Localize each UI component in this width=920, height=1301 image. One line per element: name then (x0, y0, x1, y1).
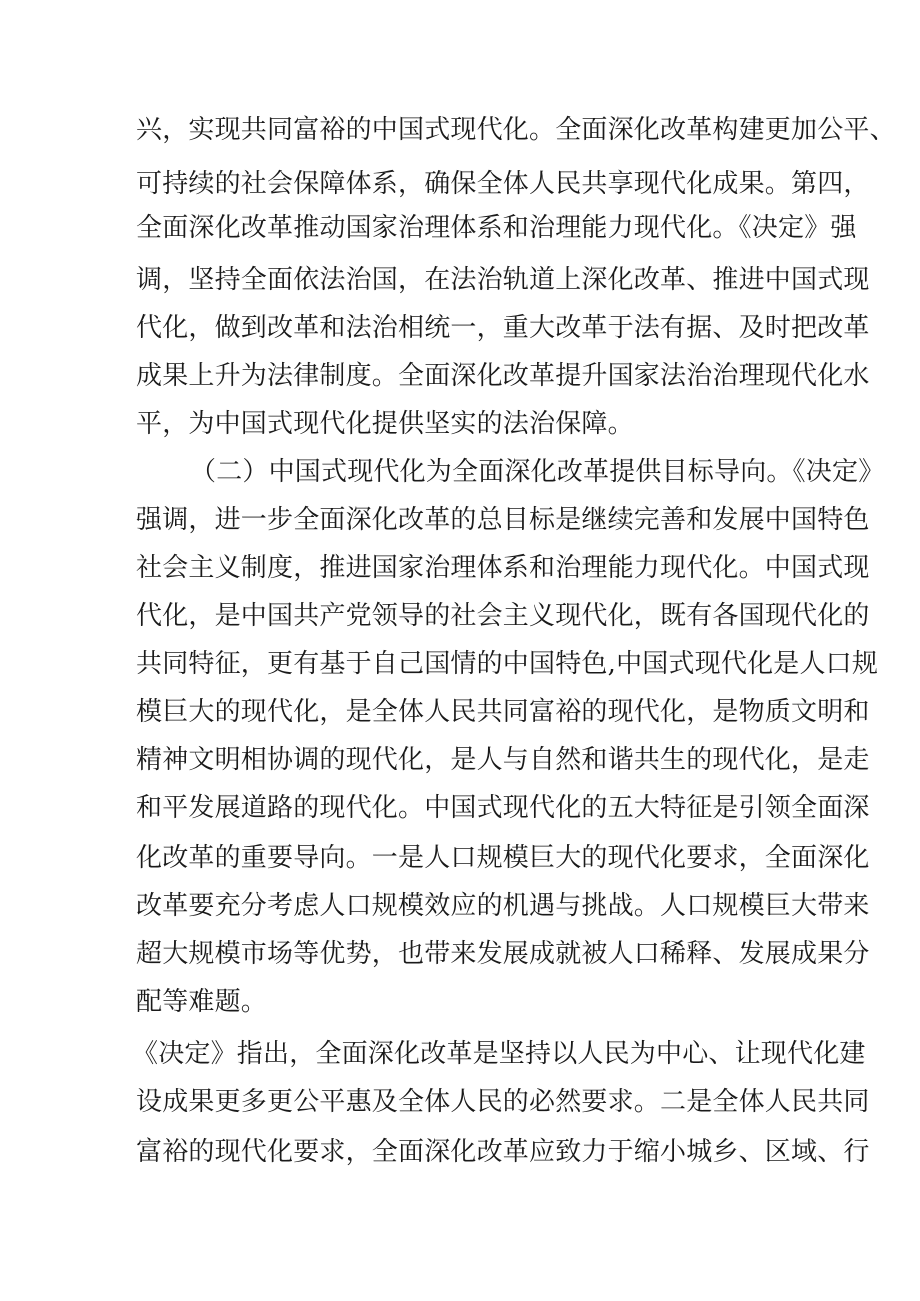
text-line: 精神文明相协调的现代化，是人与自然和谐共生的现代化，是走 (136, 745, 870, 775)
text-line: 代化，是中国共产党领导的社会主义现代化，既有各国现代化的 (136, 601, 870, 631)
text-line: 改革要充分考虑人口规模效应的机遇与挑战。人口规模巨大带来 (136, 891, 870, 921)
text-line: 成果上升为法律制度。全面深化改革提升国家法治治理现代化水 (136, 361, 870, 391)
section-heading-line: （二）中国式现代化为全面深化改革提供目标导向。《决定》 (190, 457, 885, 487)
text-line: 代化，做到改革和法治相统一，重大改革于法有据、及时把改革 (136, 313, 870, 343)
text-line: 化改革的重要导向。一是人口规模巨大的现代化要求，全面深化 (136, 843, 870, 873)
text-line: 模巨大的现代化，是全体人民共同富裕的现代化，是物质文明和 (136, 697, 870, 727)
text-line: 社会主义制度，推进国家治理体系和治理能力现代化。中国式现 (136, 553, 870, 583)
text-line: 调，坚持全面依法治国，在法治轨道上深化改革、推进中国式现 (136, 265, 870, 295)
text-line: 共同特征，更有基于自己国情的中国特色,中国式现代化是人口规 (136, 649, 879, 679)
text-line: 配等难题。 (136, 987, 268, 1017)
text-line: 富裕的现代化要求，全面深化改革应致力于缩小城乡、区域、行 (136, 1137, 870, 1167)
text-line: 和平发展道路的现代化。中国式现代化的五大特征是引领全面深 (136, 793, 870, 823)
text-line: 可持续的社会保障体系，确保全体人民共享现代化成果。第四， (136, 169, 870, 199)
text-line: 强调，进一步全面深化改革的总目标是继续完善和发展中国特色 (136, 505, 870, 535)
text-line: 平，为中国式现代化提供坚实的法治保障。 (136, 409, 634, 439)
text-line: 全面深化改革推动国家治理体系和治理能力现代化。《决定》强 (136, 213, 857, 243)
text-line: 《决定》指出，全面深化改革是坚持以人民为中心、让现代化建 (132, 1039, 866, 1069)
text-line: 设成果更多更公平惠及全体人民的必然要求。二是全体人民共同 (136, 1087, 870, 1117)
text-line: 超大规模市场等优势，也带来发展成就被人口稀释、发展成果分 (136, 939, 870, 969)
text-line: 兴，实现共同富裕的中国式现代化。全面深化改革构建更加公平、 (136, 115, 896, 145)
